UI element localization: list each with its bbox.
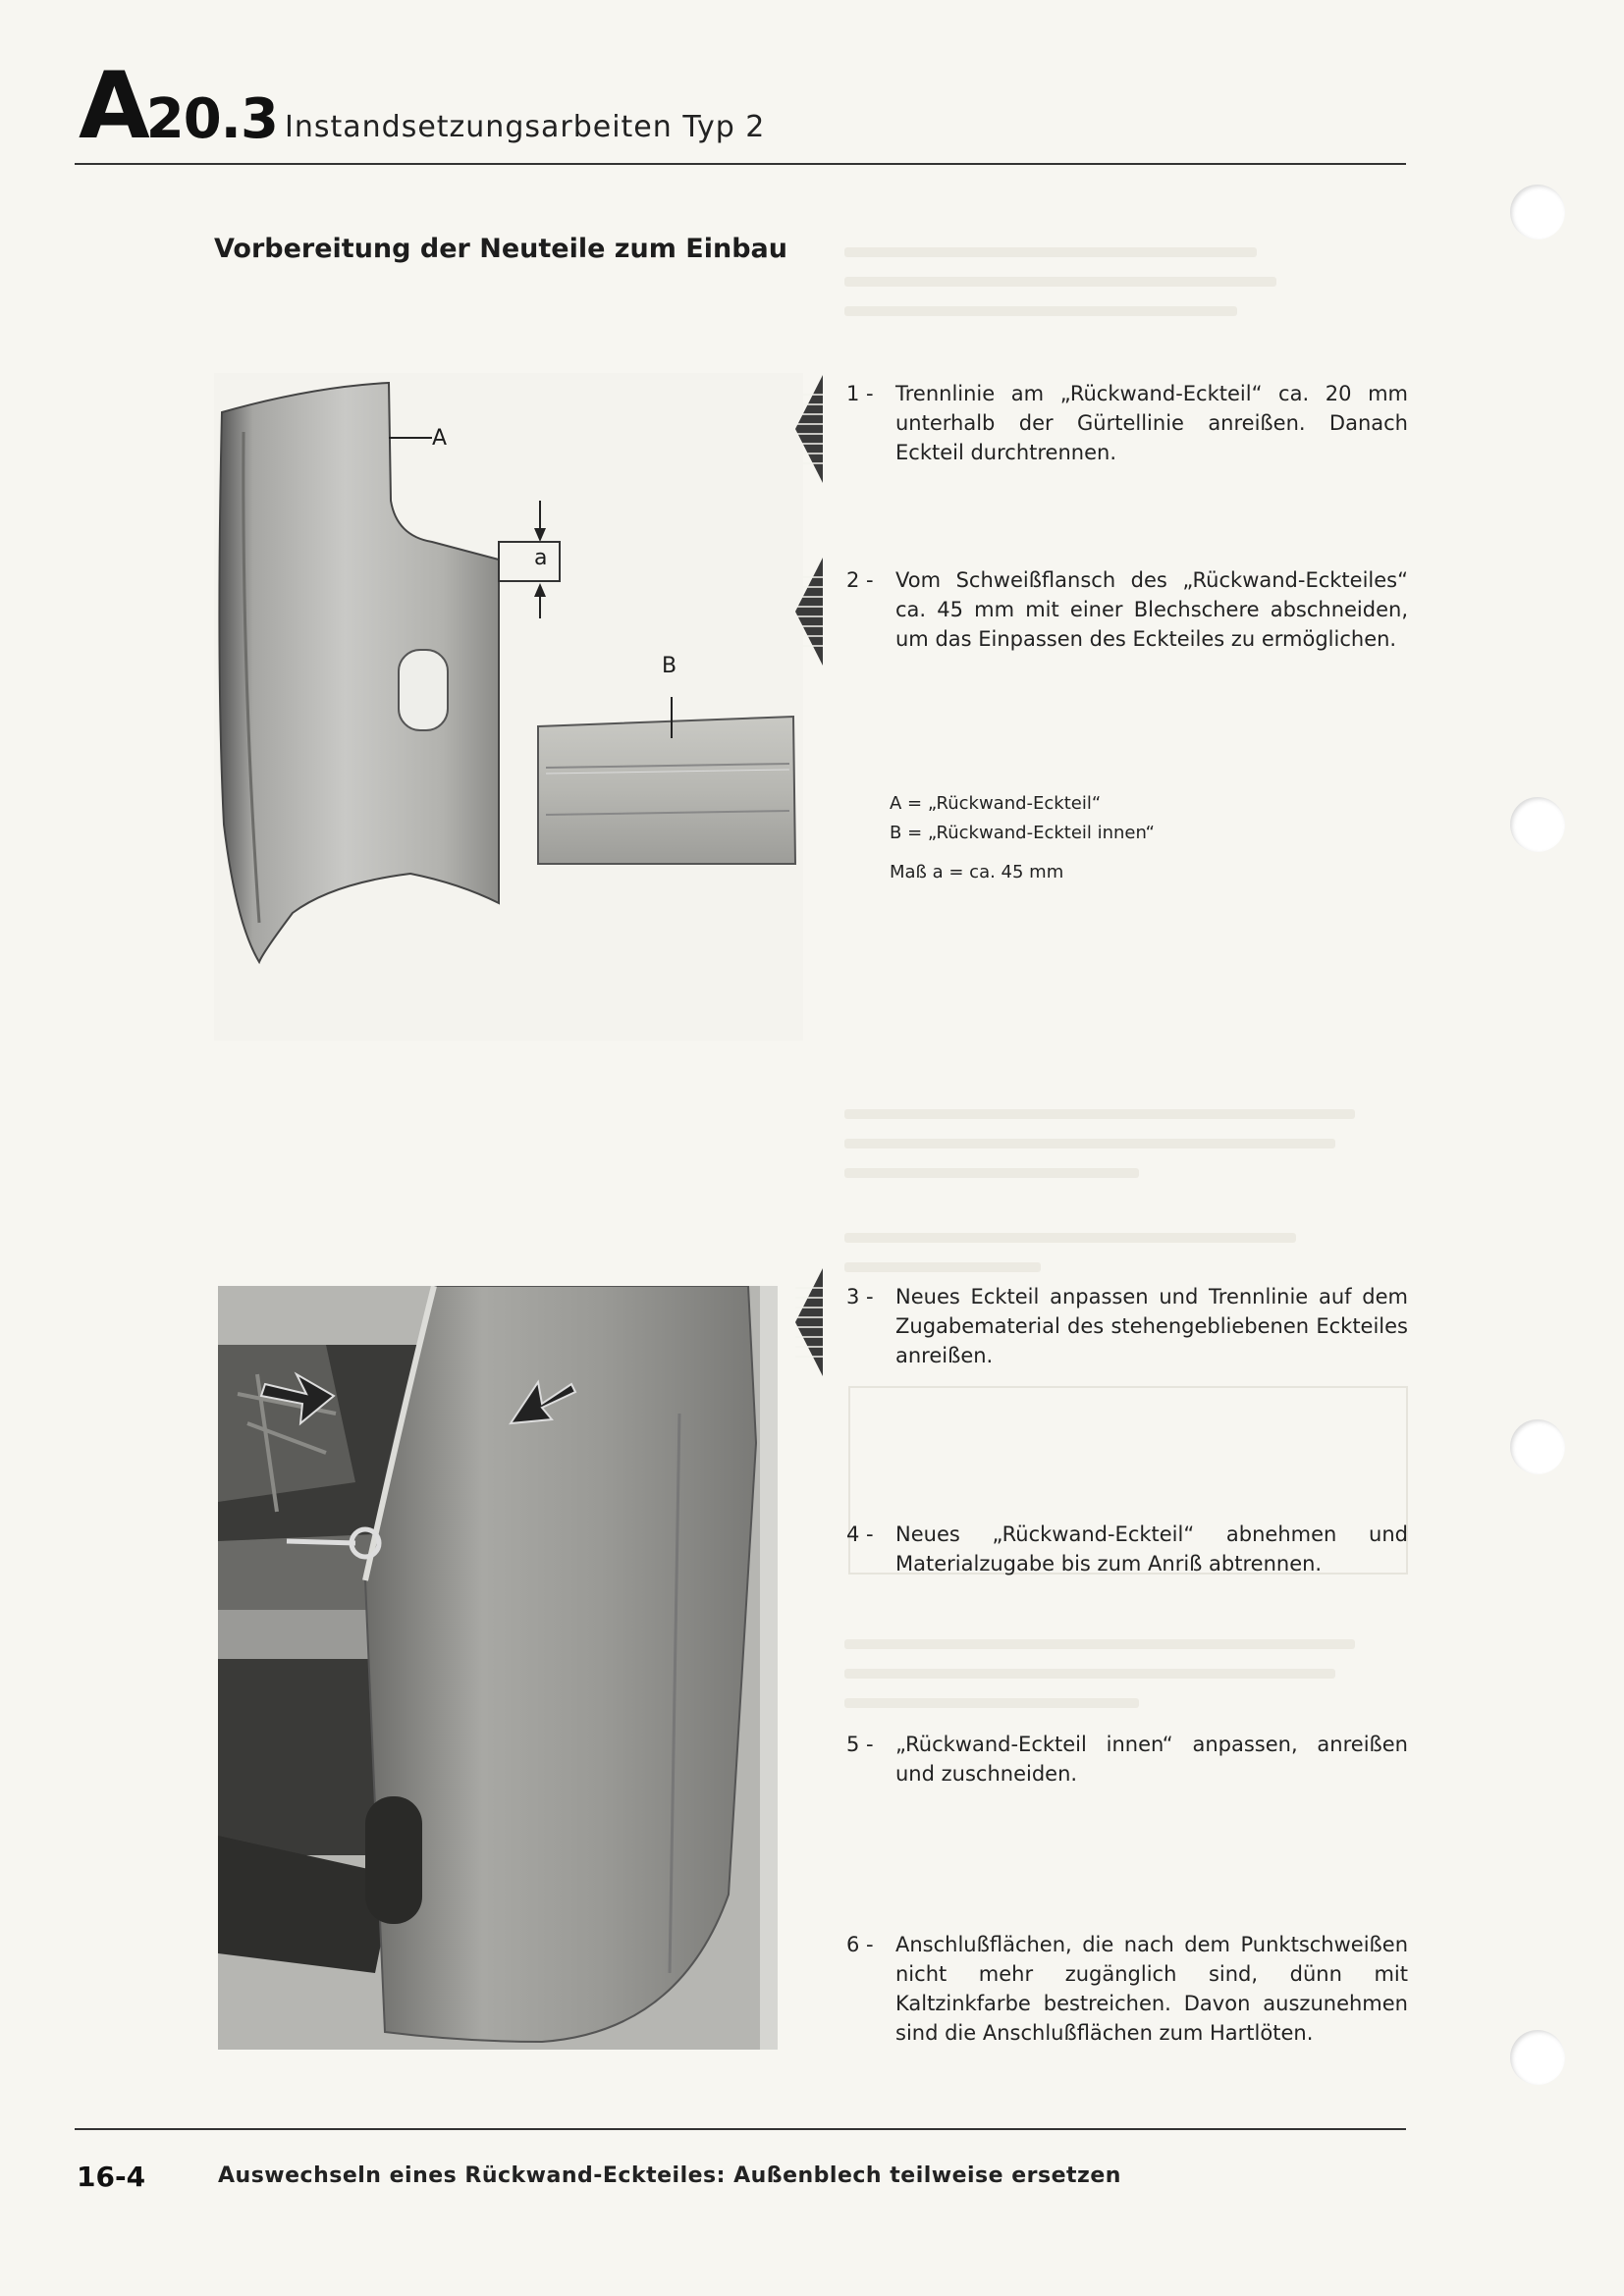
step-text: Anschlußflächen, die nach dem Punktschweißen nicht mehr zugänglich sind, dünn mit Kaltzinkfarbe bestreichen. Davon auszunehmen sind die Anschlußflächen zum Hartlöten. xyxy=(895,1933,1408,2045)
binder-hole xyxy=(1510,797,1565,852)
step-2 xyxy=(846,565,1408,654)
page-number: 16-4 xyxy=(77,2161,146,2193)
binder-hole xyxy=(1510,1419,1565,1474)
parts-photo xyxy=(214,373,803,1041)
step-number: 1 - xyxy=(846,382,874,405)
step-text: „Rückwand-Eckteil innen“ anpassen, anreißen und zuschneiden. xyxy=(895,1733,1408,1786)
step-4 xyxy=(846,1520,1408,1578)
step-number: 2 - xyxy=(846,568,874,592)
pointer-arrow-icon xyxy=(795,558,823,666)
show-through-text xyxy=(844,1109,1355,1119)
header-rule xyxy=(75,163,1406,165)
legend-dimension: Maß a = ca. 45 mm xyxy=(890,862,1064,882)
step-text: Neues Eckteil anpassen und Trennlinie auf dem Zugabematerial des stehengebliebenen Eckteiles anreißen. xyxy=(895,1285,1408,1367)
step-number: 5 - xyxy=(846,1733,874,1756)
step-text: Trennlinie am „Rückwand-Eckteil“ ca. 20 mm unterhalb der Gürtellinie anreißen. Danach Eckteil durchtrennen. xyxy=(895,382,1408,464)
header-title: Instandsetzungsarbeiten Typ 2 xyxy=(285,110,766,144)
legend-a: A = „Rückwand-Eckteil“ xyxy=(890,793,1102,814)
show-through-text xyxy=(844,1168,1139,1178)
step-5 xyxy=(846,1730,1408,1789)
show-through-text xyxy=(844,247,1257,257)
pointer-arrow-icon xyxy=(795,1268,823,1376)
step-number: 6 - xyxy=(846,1933,874,1956)
section-code: A20.3 xyxy=(79,53,278,160)
show-through-text xyxy=(844,1639,1355,1649)
step-text: Vom Schweißflansch des „Rückwand-Eckteiles“ ca. 45 mm mit einer Blechschere abschneiden, um das Einpassen des Eckteiles zu ermöglichen. xyxy=(895,568,1408,651)
label-b: B xyxy=(662,654,677,678)
label-dimension-a: a xyxy=(534,546,548,570)
footer-title: Auswechseln eines Rückwand-Eckteiles: Außenblech teilweise ersetzen xyxy=(218,2163,1121,2188)
step-6 xyxy=(846,1930,1408,2048)
step-number: 3 - xyxy=(846,1285,874,1308)
label-a: A xyxy=(432,426,448,451)
show-through-text xyxy=(844,1233,1296,1243)
step-1 xyxy=(846,379,1408,467)
vehicle-corner-photo xyxy=(218,1286,778,2050)
show-through-text xyxy=(844,277,1276,287)
show-through-text xyxy=(844,306,1237,316)
legend-b: B = „Rückwand-Eckteil innen“ xyxy=(890,823,1155,843)
footer-rule xyxy=(75,2128,1406,2130)
pointer-arrow-icon xyxy=(795,375,823,483)
binder-hole xyxy=(1510,2030,1565,2085)
show-through-text xyxy=(844,1262,1041,1272)
step-text: Neues „Rückwand-Eckteil“ abnehmen und Materialzugabe bis zum Anriß abtrennen. xyxy=(895,1522,1408,1575)
section-heading: Vorbereitung der Neuteile zum Einbau xyxy=(214,234,787,264)
step-number: 4 - xyxy=(846,1522,874,1546)
show-through-text xyxy=(844,1139,1335,1148)
step-3 xyxy=(846,1282,1408,1370)
binder-hole xyxy=(1510,185,1565,240)
show-through-text xyxy=(844,1698,1139,1708)
show-through-text xyxy=(844,1669,1335,1679)
